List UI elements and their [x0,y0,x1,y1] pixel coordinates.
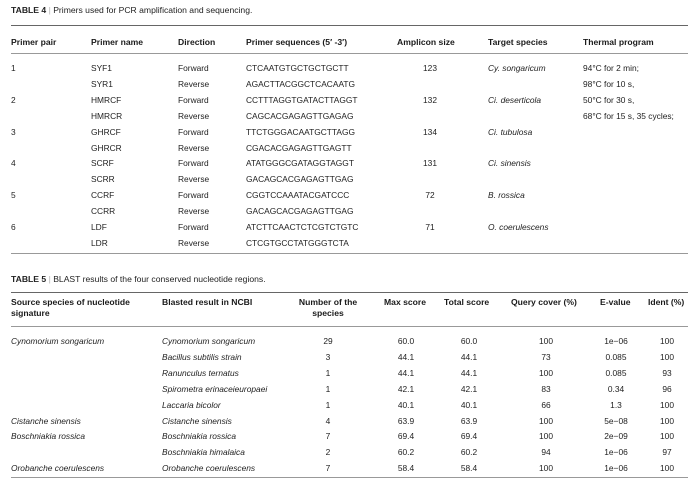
t5-cell-ident: 100 [660,336,674,346]
t4-header-name: Primer name [91,37,144,47]
t5-cell-cover: 94 [541,447,551,458]
t5-cell-cover: 83 [541,383,551,394]
t5-cell-evalue: 0.085 [605,351,627,362]
t4-cell-name: SYR1 [91,78,113,89]
t5-header-number-line1: Number of the [298,297,358,307]
t4-cell-pair: 2 [11,94,16,105]
t4-cell-name: SYF1 [91,63,112,73]
t4-header-amplicon: Amplicon size [397,37,455,47]
t5-cell-cover: 100 [539,367,553,378]
t5-cell-max: 44.1 [397,367,415,378]
t5-cell-number: 4 [325,415,331,426]
t4-cell-direction: Forward [178,222,209,232]
t4-cell-sequence: ATATGGGCGATAGGTAGGT [246,158,354,169]
t4-cell-direction: Forward [178,126,209,137]
t4-cell-sequence: CCTTTAGGTGATACTTAGGT [246,94,358,105]
t5-cell-cover: 100 [539,415,553,426]
t5-cell-source: Boschniakia rossica [11,431,86,442]
t4-cell-thermal: 50°C for 30 s, [583,94,635,105]
t4-cell-amplicon: 132 [423,94,437,105]
t5-cell-source: Cistanche sinensis [11,415,81,426]
t4-cell-pair: 6 [11,222,16,232]
t4-cell-target: Ci. deserticola [488,94,542,105]
t5-cell-source: Orobanche coerulescens [11,463,105,474]
table4-caption [11,5,252,15]
t4-cell-amplicon: 71 [425,222,435,232]
t5-cell-number: 29 [323,336,333,346]
t5-cell-ident: 100 [660,415,674,426]
t4-cell-sequence: CGACACGAGAGTTGAGTT [246,142,352,153]
t4-cell-direction: Forward [178,63,209,73]
t5-cell-total: 42.1 [460,383,478,394]
t4-cell-name: SCRF [91,158,114,169]
t5-header-source-line1: Source species of nucleotide [11,297,130,307]
t5-cell-number: 7 [325,463,331,474]
t4-cell-amplicon: 131 [423,158,437,169]
t4-cell-target: B. rossica [488,190,525,201]
t5-cell-cover: 100 [539,431,553,442]
t5-cell-max: 42.1 [397,383,415,394]
t4-cell-direction: Forward [178,158,209,169]
t4-cell-thermal: 68°C for 15 s, 35 cycles; [583,110,674,121]
table5-title: BLAST results of the four conserved nucleotide regions. [53,274,266,284]
t4-cell-sequence: GACAGCACGAGAGTTGAG [246,174,354,185]
t4-cell-name: GHRCF [91,126,121,137]
t5-cell-total: 44.1 [460,367,478,378]
table5-header-rule [11,326,688,327]
t5-cell-max: 60.2 [397,447,415,458]
caption-separator: | [48,5,51,15]
t4-cell-name: SCRR [91,174,115,185]
t4-cell-thermal: 94°C for 2 min; [583,63,639,73]
t5-cell-source: Cynomorium songaricum [11,336,105,346]
t5-cell-total: 44.1 [460,351,478,362]
table4-top-rule [11,25,688,26]
t5-cell-evalue: 1e−06 [604,336,628,346]
t4-header-direction: Direction [178,37,216,47]
t5-cell-evalue: 0.34 [607,383,625,394]
t4-cell-target: Ci. sinensis [488,158,531,169]
t4-cell-sequence: TTCTGGGACAATGCTTAGG [246,126,356,137]
t5-header-max: Max score [384,297,427,307]
t5-cell-evalue: 1e−06 [604,463,628,474]
t4-cell-amplicon: 123 [423,63,437,73]
t5-cell-blasted: Boschniakia rossica [162,431,237,442]
t4-cell-pair: 4 [11,158,16,169]
t5-cell-evalue: 5e−08 [604,415,628,426]
t5-cell-number: 7 [325,431,331,442]
t4-cell-thermal: 98°C for 10 s, [583,78,635,89]
t4-cell-direction: Reverse [178,174,210,185]
table5-label: TABLE 5 [11,274,47,284]
t5-cell-blasted: Spirometra erinaceieuropaei [162,383,268,394]
t4-cell-name: LDF [91,222,107,232]
t5-cell-blasted: Ranunculus ternatus [162,367,239,378]
table4-title: Primers used for PCR amplification and sequencing. [53,5,253,15]
t5-cell-total: 40.1 [460,399,478,410]
t5-cell-total: 60.2 [460,447,478,458]
t5-cell-evalue: 2e−09 [604,431,628,442]
t5-cell-blasted: Orobanche coerulescens [162,463,256,474]
t5-cell-max: 44.1 [397,351,415,362]
t5-cell-total: 58.4 [460,463,478,474]
t4-cell-name: CCRF [91,190,115,201]
t5-cell-total: 60.0 [460,336,478,346]
t5-cell-number: 2 [325,447,331,458]
t5-cell-blasted: Bacillus subtilis strain [162,351,242,362]
t5-cell-blasted: Laccaria bicolor [162,399,221,410]
t4-cell-sequence: GACAGCACGAGAGTTGAG [246,206,354,217]
t5-cell-max: 60.0 [397,336,415,346]
t4-cell-sequence: CAGCACGAGAGTTGAGAG [246,110,354,121]
t4-cell-sequence: ATCTTCAACTCTCGTCTGTC [246,222,359,232]
t5-cell-ident: 100 [660,399,674,410]
table5-bottom-rule [11,477,688,478]
t4-header-target: Target species [488,37,548,47]
t4-cell-direction: Reverse [178,110,210,121]
t4-header-pair: Primer pair [11,37,57,47]
t5-cell-total: 69.4 [460,431,478,442]
t4-cell-target: Ci. tubulosa [488,126,533,137]
t5-cell-max: 40.1 [397,399,415,410]
t5-cell-evalue: 1.3 [610,399,622,410]
t5-cell-ident: 93 [662,367,672,378]
t4-cell-direction: Reverse [178,237,210,248]
t5-cell-max: 58.4 [397,463,415,474]
t5-header-evalue: E-value [600,297,631,307]
t5-cell-number: 3 [325,351,331,362]
t4-cell-direction: Forward [178,94,209,105]
t5-cell-max: 69.4 [397,431,415,442]
t4-cell-pair: 3 [11,126,16,137]
t5-cell-blasted: Cynomorium songaricum [162,336,256,346]
t4-cell-sequence: AGACTTACGGCTCACAATG [246,78,356,89]
t5-cell-number: 1 [325,399,331,410]
t5-cell-evalue: 1e−06 [604,447,628,458]
t5-cell-number: 1 [325,367,331,378]
t5-header-cover: Query cover (%) [511,297,577,307]
t5-header-source [11,297,130,319]
table5-top-rule [11,292,688,293]
t4-cell-sequence: CTCAATGTGCTGCTGCTT [246,63,349,73]
t4-cell-name: HMRCR [91,110,123,121]
t4-cell-sequence: CTCGTGCCTATGGGTCTA [246,237,349,248]
t4-cell-target: O. coerulescens [488,222,549,232]
t4-cell-name: CCRR [91,206,116,217]
caption-separator: | [48,274,51,284]
t4-cell-direction: Forward [178,190,209,201]
t5-cell-cover: 73 [541,351,551,362]
t4-cell-amplicon: 134 [423,126,437,137]
t5-header-number-line2: species [312,308,344,318]
t4-cell-name: HMRCF [91,94,122,105]
t5-cell-max: 63.9 [397,415,415,426]
t5-cell-cover: 100 [539,336,553,346]
t4-cell-name: LDR [91,237,108,248]
t5-cell-ident: 100 [660,463,674,474]
t4-cell-name: GHRCR [91,142,122,153]
t5-cell-ident: 97 [662,447,672,458]
t5-header-ident: Ident (%) [648,297,685,307]
table4-bottom-rule [11,253,688,254]
t4-cell-pair: 1 [11,63,16,73]
t4-header-sequence: Primer sequences (5′ -3′) [246,37,348,47]
t4-cell-direction: Reverse [178,78,210,89]
t4-header-thermal: Thermal program [583,37,654,47]
t4-cell-amplicon: 72 [425,190,435,201]
t5-cell-total: 63.9 [460,415,478,426]
t5-cell-blasted: Cistanche sinensis [162,415,232,426]
t5-header-number [290,297,366,319]
t5-cell-ident: 100 [660,431,674,442]
t5-cell-ident: 100 [660,351,674,362]
t4-cell-pair: 5 [11,190,16,201]
table5-caption [11,274,266,284]
t5-cell-cover: 66 [541,399,551,410]
table4-label: TABLE 4 [11,5,47,15]
t5-header-total: Total score [444,297,490,307]
t5-cell-ident: 96 [662,383,672,394]
t4-cell-target: Cy. songaricum [488,63,546,73]
t5-header-blasted: Blasted result in NCBI [162,297,253,307]
table4-header-rule [11,53,688,54]
t4-cell-direction: Reverse [178,142,210,153]
t5-cell-blasted: Boschniakia himalaica [162,447,245,458]
t5-header-source-line2: signature [11,308,50,318]
t5-cell-evalue: 0.085 [605,367,627,378]
t4-cell-direction: Reverse [178,206,210,217]
t5-cell-number: 1 [325,383,331,394]
t4-cell-sequence: CGGTCCAAATACGATCCC [246,190,350,201]
t5-cell-cover: 100 [539,463,553,474]
